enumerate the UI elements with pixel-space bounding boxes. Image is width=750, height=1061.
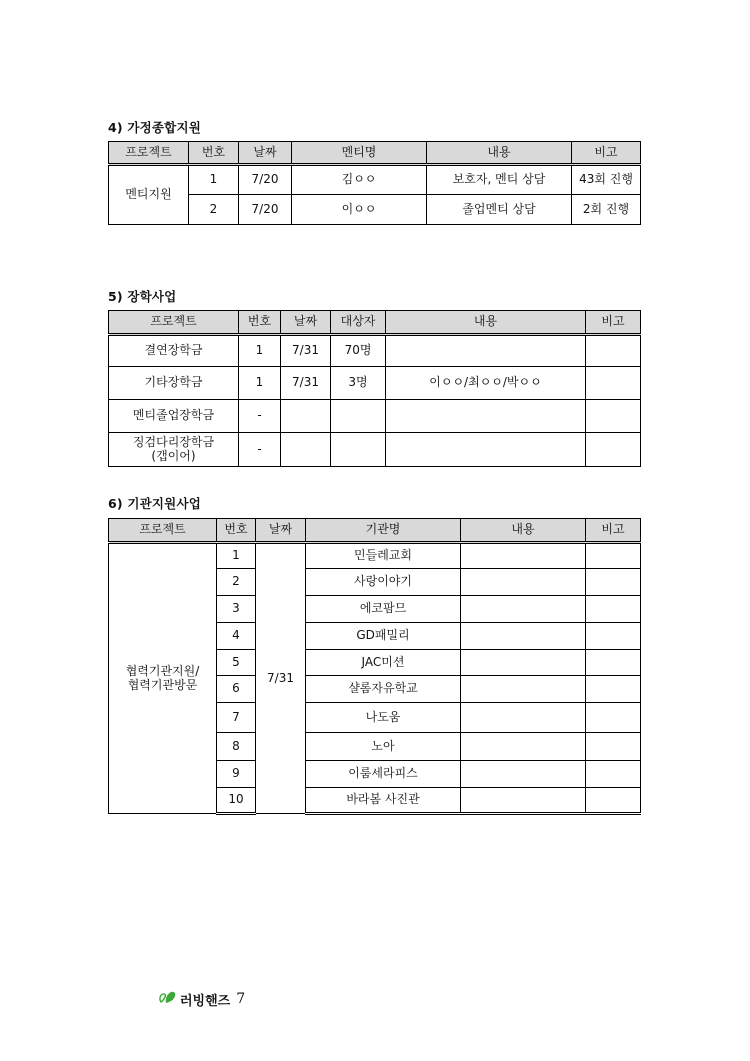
institution-cell: 노아 (306, 733, 461, 761)
content-cell (461, 788, 586, 814)
note-cell (586, 569, 641, 596)
content-cell (461, 543, 586, 569)
mentee-name-cell: 김ㅇㅇ (292, 165, 427, 195)
header-project: 프로젝트 (109, 311, 239, 335)
note-cell (586, 400, 641, 433)
target-cell: 3명 (331, 367, 386, 400)
note-cell (586, 433, 641, 467)
section-title-5: 5) 장학사업 (108, 289, 177, 304)
date-cell: 7/31 (256, 543, 306, 814)
note-cell (586, 335, 641, 367)
institution-cell: 바라봄 사진관 (306, 788, 461, 814)
note-cell (586, 650, 641, 676)
header-institution-name: 기관명 (306, 519, 461, 543)
note-cell (586, 543, 641, 569)
content-cell (386, 335, 586, 367)
number-cell: - (239, 433, 281, 467)
target-cell (331, 433, 386, 467)
project-cell: 멘티졸업장학금 (109, 400, 239, 433)
content-cell (461, 569, 586, 596)
header-note: 비고 (586, 311, 641, 335)
section-title-4: 4) 가정종합지원 (108, 120, 202, 135)
project-cell (109, 543, 217, 814)
number-cell: 2 (189, 195, 239, 225)
institution-cell: 사랑이야기 (306, 569, 461, 596)
note-cell (586, 761, 641, 788)
project-cell: 기타장학금 (109, 367, 239, 400)
table-row (109, 367, 641, 400)
institution-cell: 나도움 (306, 703, 461, 733)
content-cell: 이ㅇㅇ/최ㅇㅇ/박ㅇㅇ (386, 367, 586, 400)
number-cell: 5 (217, 650, 256, 676)
institution-cell: 에코팜므 (306, 596, 461, 623)
note-cell (586, 703, 641, 733)
content-cell (386, 433, 586, 467)
content-cell (461, 761, 586, 788)
institution-cell: JAC미션 (306, 650, 461, 676)
table-row (109, 165, 641, 195)
header-content: 내용 (461, 519, 586, 543)
content-cell: 보호자, 멘티 상담 (427, 165, 572, 195)
note-cell (586, 788, 641, 814)
content-cell (461, 650, 586, 676)
note-cell: 2회 진행 (572, 195, 641, 225)
number-cell: 3 (217, 596, 256, 623)
project-line-1: 징검다리장학금 (132, 434, 215, 449)
note-cell (586, 367, 641, 400)
date-cell: 7/31 (281, 335, 331, 367)
number-cell: - (239, 400, 281, 433)
mentee-name-cell: 이ㅇㅇ (292, 195, 427, 225)
project-line-2: (갭이어) (151, 448, 196, 463)
header-mentee-name: 멘티명 (292, 142, 427, 165)
note-cell (586, 676, 641, 703)
institution-cell: 민들레교회 (306, 543, 461, 569)
header-date: 날짜 (281, 311, 331, 335)
scholarship-table (108, 310, 641, 467)
content-cell (386, 400, 586, 433)
number-cell: 1 (239, 335, 281, 367)
leaf-logo-icon (158, 989, 178, 1009)
date-cell (281, 400, 331, 433)
header-target: 대상자 (331, 311, 386, 335)
number-cell: 1 (217, 543, 256, 569)
header-number: 번호 (189, 142, 239, 165)
header-content: 내용 (386, 311, 586, 335)
institution-cell: 샬롬자유학교 (306, 676, 461, 703)
institution-cell: GD패밀리 (306, 623, 461, 650)
date-cell (281, 433, 331, 467)
page-footer (158, 989, 245, 1009)
header-date: 날짜 (239, 142, 292, 165)
header-number: 번호 (217, 519, 256, 543)
target-cell (331, 400, 386, 433)
number-cell: 9 (217, 761, 256, 788)
date-cell: 7/20 (239, 195, 292, 225)
project-line-2: 협력기관방문 (127, 677, 198, 692)
target-cell: 70명 (331, 335, 386, 367)
header-note: 비고 (586, 519, 641, 543)
note-cell (586, 596, 641, 623)
note-cell (586, 733, 641, 761)
header-content: 내용 (427, 142, 572, 165)
table-row (109, 335, 641, 367)
project-cell (109, 433, 239, 467)
table-row (109, 543, 641, 569)
date-cell: 7/31 (281, 367, 331, 400)
table-row (109, 195, 641, 225)
content-cell (461, 733, 586, 761)
content-cell (461, 596, 586, 623)
table-row (109, 400, 641, 433)
number-cell: 2 (217, 569, 256, 596)
content-cell: 졸업멘티 상담 (427, 195, 572, 225)
header-project: 프로젝트 (109, 142, 189, 165)
project-cell: 결연장학금 (109, 335, 239, 367)
section-title-6: 6) 기관지원사업 (108, 496, 202, 511)
project-line-1: 협력기관지원/ (125, 663, 200, 678)
number-cell: 7 (217, 703, 256, 733)
number-cell: 8 (217, 733, 256, 761)
page-number: 7 (236, 991, 246, 1007)
header-project: 프로젝트 (109, 519, 217, 543)
table-row (109, 433, 641, 467)
header-date: 날짜 (256, 519, 306, 543)
family-support-table (108, 141, 641, 225)
number-cell: 1 (189, 165, 239, 195)
content-cell (461, 676, 586, 703)
institution-support-table (108, 518, 641, 815)
institution-cell: 이룸세라피스 (306, 761, 461, 788)
footer-logo-text: 러빙핸즈 (180, 993, 231, 1009)
number-cell: 4 (217, 623, 256, 650)
content-cell (461, 703, 586, 733)
note-cell (586, 623, 641, 650)
number-cell: 1 (239, 367, 281, 400)
date-cell: 7/20 (239, 165, 292, 195)
content-cell (461, 623, 586, 650)
number-cell: 10 (217, 788, 256, 814)
header-number: 번호 (239, 311, 281, 335)
header-note: 비고 (572, 142, 641, 165)
number-cell: 6 (217, 676, 256, 703)
note-cell: 43회 진행 (572, 165, 641, 195)
project-cell: 멘티지원 (109, 165, 189, 225)
